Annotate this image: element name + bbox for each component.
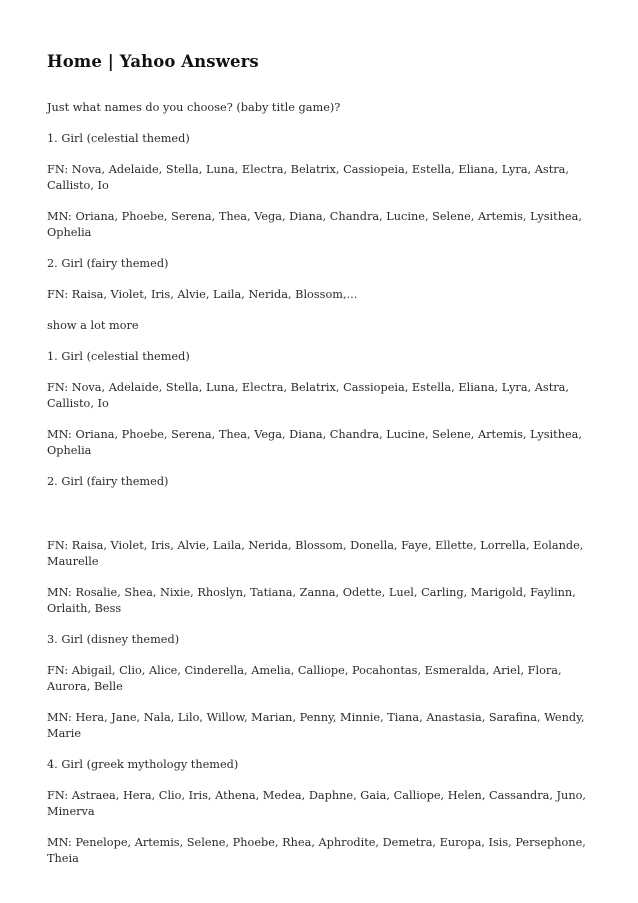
heading-disney: 3. Girl (disney themed) xyxy=(47,633,180,646)
preview-first-names-fairy: FN: Raisa, Violet, Iris, Alvie, Laila, Nerida, Blossom,... xyxy=(47,288,358,301)
middle-names-disney: MN: Hera, Jane, Nala, Lilo, Willow, Marian, Penny, Minnie, Tiana, Anastasia, Sarafina, Wendy, Marie xyxy=(47,711,585,740)
first-names-celestial: FN: Nova, Adelaide, Stella, Luna, Electra, Belatrix, Cassiopeia, Estella, Eliana, Lyra, Astra, Callisto, Io xyxy=(47,381,569,410)
first-names-fairy: FN: Raisa, Violet, Iris, Alvie, Laila, Nerida, Blossom, Donella, Faye, Ellette, Lorrella, Eolande, Maurelle xyxy=(47,539,584,568)
first-names-disney: FN: Abigail, Clio, Alice, Cinderella, Amelia, Calliope, Pocahontas, Esmeralda, Ariel, Flora, Aurora, Belle xyxy=(47,664,562,693)
heading-celestial: 1. Girl (celestial themed) xyxy=(47,350,190,363)
question-text: Just what names do you choose? (baby title game)? xyxy=(47,101,341,114)
middle-names-greek-mythology: MN: Penelope, Artemis, Selene, Phoebe, Rhea, Aphrodite, Demetra, Europa, Isis, Persephone, Theia xyxy=(47,836,586,865)
show-more-link[interactable]: show a lot more xyxy=(47,319,139,332)
page-title: Home | Yahoo Answers xyxy=(47,52,259,71)
heading-fairy: 2. Girl (fairy themed) xyxy=(47,475,169,488)
first-names-greek-mythology: FN: Astraea, Hera, Clio, Iris, Athena, Medea, Daphne, Gaia, Calliope, Helen, Cassandra, Juno, Minerva xyxy=(47,789,587,818)
middle-names-celestial: MN: Oriana, Phoebe, Serena, Thea, Vega, Diana, Chandra, Lucine, Selene, Artemis, Lysithea, Ophelia xyxy=(47,428,582,457)
heading-greek-mythology: 4. Girl (greek mythology themed) xyxy=(47,758,239,771)
document-page xyxy=(47,52,597,882)
preview-first-names-celestial: FN: Nova, Adelaide, Stella, Luna, Electra, Belatrix, Cassiopeia, Estella, Eliana, Lyra, Astra, Callisto, Io xyxy=(47,163,569,192)
preview-heading-fairy: 2. Girl (fairy themed) xyxy=(47,257,169,270)
middle-names-fairy: MN: Rosalie, Shea, Nixie, Rhoslyn, Tatiana, Zanna, Odette, Luel, Carling, Marigold, Faylinn, Orlaith, Bess xyxy=(47,586,576,615)
preview-heading-celestial: 1. Girl (celestial themed) xyxy=(47,132,190,145)
preview-middle-names-celestial: MN: Oriana, Phoebe, Serena, Thea, Vega, Diana, Chandra, Lucine, Selene, Artemis, Lysithea, Ophelia xyxy=(47,210,582,239)
blank-gap xyxy=(47,505,597,538)
